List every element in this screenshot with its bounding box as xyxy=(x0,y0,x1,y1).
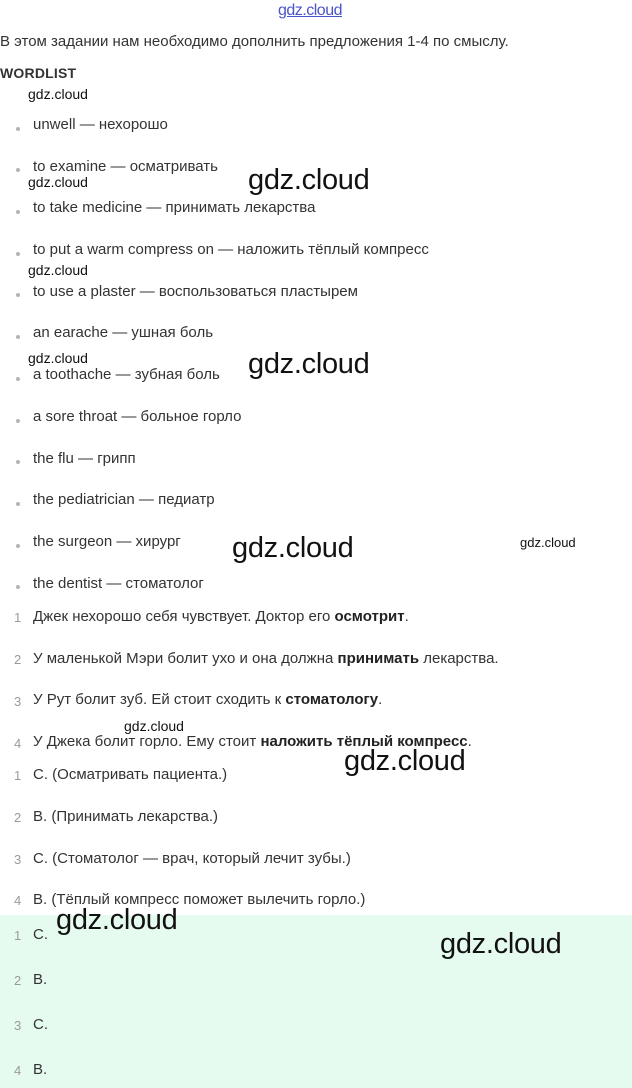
answer-text: С. xyxy=(33,926,48,943)
sentence-number: 4 xyxy=(14,736,22,751)
bullet-icon xyxy=(16,544,20,548)
sentence-before: У маленькой Мэри болит ухо и она должна xyxy=(33,650,338,667)
watermark: gdz.cloud xyxy=(28,350,88,366)
sentence-answer-word: стоматологу xyxy=(285,691,379,708)
wordlist-item: a toothache — зубная боль xyxy=(33,366,220,383)
bullet-icon xyxy=(16,252,20,256)
wordlist-item: to put a warm compress on — наложить тёплый компресс xyxy=(33,241,429,258)
watermark: gdz.cloud xyxy=(28,86,88,102)
wordlist-item: the pediatrician — педиатр xyxy=(33,491,215,508)
bullet-icon xyxy=(16,335,20,339)
explanation-number: 1 xyxy=(14,768,22,783)
wordlist-item: unwell — нехорошо xyxy=(33,116,168,133)
bullet-icon xyxy=(16,585,20,589)
bullet-icon xyxy=(16,419,20,423)
explanation-text: С. (Осматривать пациента.) xyxy=(33,766,228,783)
task-intro: В этом задании нам необходимо дополнить предложения 1-4 по смыслу. xyxy=(0,33,509,50)
wordlist-item: the dentist — стоматолог xyxy=(33,575,204,592)
sentence-text xyxy=(33,650,499,667)
answer-number: 2 xyxy=(14,973,22,988)
watermark: gdz.cloud xyxy=(440,928,562,960)
bullet-icon xyxy=(16,377,20,381)
bullet-icon xyxy=(16,127,20,131)
sentence-before: У Джека болит горло. Ему стоит xyxy=(33,733,261,750)
bullet-icon xyxy=(16,502,20,506)
explanation-text: В. (Принимать лекарства.) xyxy=(33,808,219,825)
watermark: gdz.cloud xyxy=(520,535,576,550)
site-logo-link[interactable]: gdz.cloud xyxy=(278,2,342,19)
sentence-answer-word: осмотрит xyxy=(334,608,405,625)
explanation-number: 4 xyxy=(14,893,22,908)
sentence-answer-word: наложить тёплый компресс xyxy=(260,733,468,750)
explanation-text: В. (Тёплый компресс поможет вылечить горло.) xyxy=(33,891,366,908)
sentence-before: У Рут болит зуб. Ей стоит сходить к xyxy=(33,691,286,708)
wordlist-heading: WORDLIST xyxy=(0,65,77,81)
sentence-number: 1 xyxy=(14,610,22,625)
sentence-text xyxy=(33,608,409,625)
wordlist-item: to examine — осматривать xyxy=(33,158,218,175)
watermark: gdz.cloud xyxy=(124,718,184,734)
explanation-text: С. (Стоматолог — врач, который лечит зубы.) xyxy=(33,850,351,867)
watermark: gdz.cloud xyxy=(248,164,370,196)
wordlist-item: an earache — ушная боль xyxy=(33,324,214,341)
sentence-after: . xyxy=(404,608,409,625)
sentence-after: . xyxy=(378,691,383,708)
bullet-icon xyxy=(16,210,20,214)
wordlist-item: to take medicine — принимать лекарства xyxy=(33,199,316,216)
watermark: gdz.cloud xyxy=(56,904,178,936)
bullet-icon xyxy=(16,168,20,172)
sentence-text xyxy=(33,691,382,708)
answer-text: В. xyxy=(33,1061,48,1078)
answer-text: В. xyxy=(33,971,48,988)
explanation-number: 2 xyxy=(14,810,22,825)
sentence-number: 3 xyxy=(14,694,22,709)
watermark: gdz.cloud xyxy=(248,348,370,380)
wordlist-item: to use a plaster — воспользоваться пластырем xyxy=(33,283,358,300)
sentence-number: 2 xyxy=(14,652,22,667)
watermark: gdz.cloud xyxy=(344,745,466,777)
watermark: gdz.cloud xyxy=(28,174,88,190)
sentence-after: лекарства. xyxy=(419,650,499,667)
bullet-icon xyxy=(16,460,20,464)
sentence-answer-word: принимать xyxy=(337,650,420,667)
wordlist-item: the surgeon — хирург xyxy=(33,533,181,550)
answer-text: С. xyxy=(33,1016,48,1033)
answer-number: 1 xyxy=(14,928,22,943)
sentence-after: . xyxy=(467,733,472,750)
wordlist-item: a sore throat — больное горло xyxy=(33,408,242,425)
bullet-icon xyxy=(16,293,20,297)
wordlist-item: the flu — грипп xyxy=(33,450,136,467)
watermark: gdz.cloud xyxy=(28,262,88,278)
answer-number: 3 xyxy=(14,1018,22,1033)
answer-number: 4 xyxy=(14,1063,22,1078)
watermark: gdz.cloud xyxy=(232,532,354,564)
sentence-before: Джек нехорошо себя чувствует. Доктор его xyxy=(33,608,335,625)
explanation-number: 3 xyxy=(14,852,22,867)
